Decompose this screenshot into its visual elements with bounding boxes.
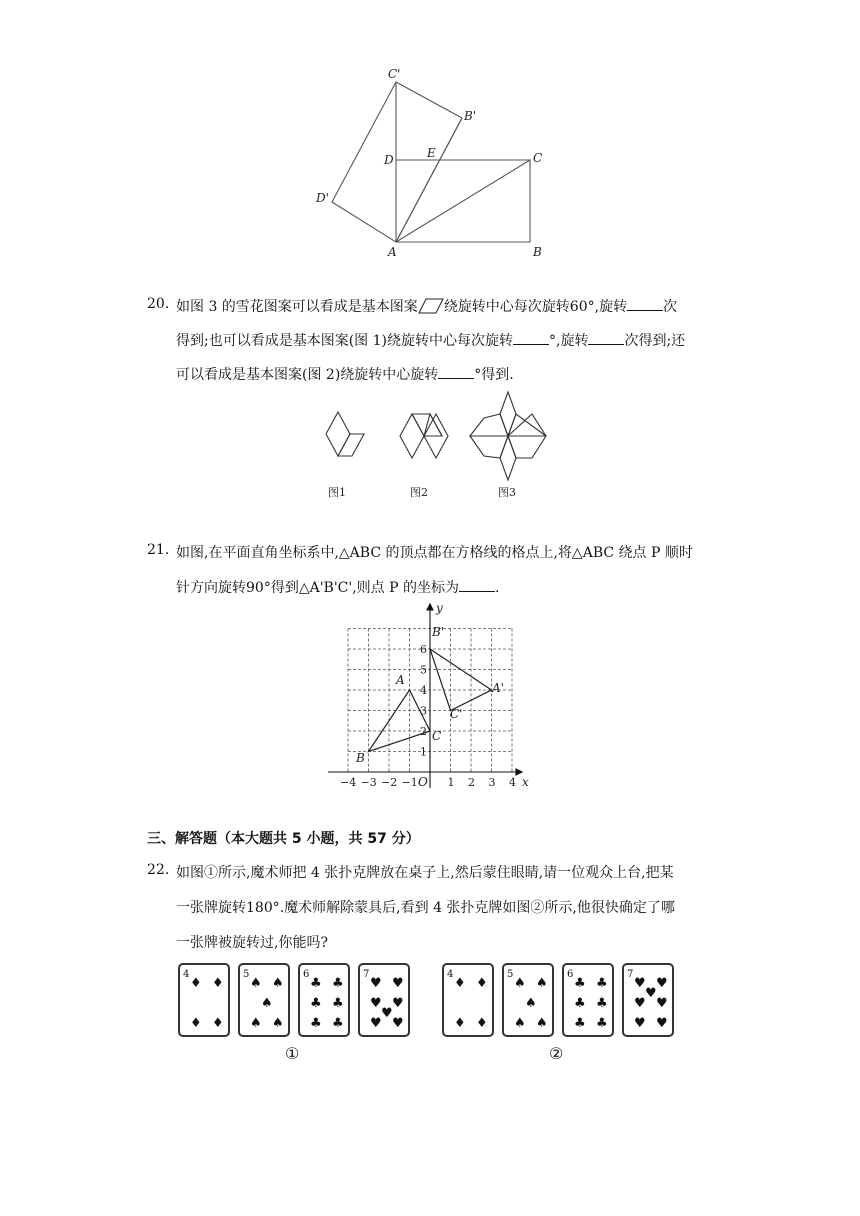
y-tick-label: 1 (420, 745, 427, 759)
heart-icon: ♥ (392, 1016, 404, 1031)
y-tick-label: 2 (420, 725, 427, 738)
club-icon: ♣ (574, 1016, 586, 1031)
heart-icon: ♥ (656, 1016, 668, 1031)
q21-blank (459, 577, 495, 592)
club-icon: ♣ (332, 996, 344, 1011)
spade-icon: ♠ (261, 996, 273, 1011)
heart-icon: ♥ (645, 986, 657, 1001)
label-c-prime: C' (388, 67, 401, 81)
point-c-label: C (432, 729, 442, 743)
y-tick-label: 4 (420, 684, 427, 697)
rectangle-rotation-figure (300, 60, 560, 260)
q20-line-1: 如图 3 的雪花图案可以看成是基本图案 绕旋转中心每次旋转60°,旋转 次 (176, 296, 677, 316)
fig1-label: 图1 (328, 486, 346, 499)
diamond-icon: ♦ (476, 1016, 488, 1031)
spade-icon: ♠ (536, 1016, 548, 1031)
card-5-spades-group1: 5 ♠ ♠ ♠ ♠ ♠ (238, 963, 290, 1037)
x-tick-label: 1 (447, 776, 455, 789)
spade-icon: ♠ (250, 1016, 262, 1031)
group2-label: ② (549, 1044, 564, 1063)
diamond-icon: ♦ (190, 976, 202, 991)
triangle-a1b1c1 (430, 649, 492, 711)
club-icon: ♣ (596, 996, 608, 1011)
q20-line-3: 可以看成是基本图案(图 2)绕旋转中心旋转 °得到. (176, 364, 514, 384)
q22-line-2: 一张牌旋转180°.魔术师解除蒙具后,看到 4 张扑克牌如图②所示,他很快确定了哪 (176, 900, 675, 916)
x-tick-label: −1 (401, 776, 418, 789)
diamond-icon: ♦ (454, 1016, 466, 1031)
q20-number: 20. (147, 296, 170, 312)
spade-icon: ♠ (272, 1016, 284, 1031)
club-icon: ♣ (310, 1016, 322, 1031)
diamond-icon: ♦ (454, 976, 466, 991)
heart-icon: ♥ (381, 1006, 393, 1021)
x-tick-label: −4 (340, 776, 357, 789)
heart-icon: ♥ (656, 996, 668, 1011)
heart-icon: ♥ (634, 1016, 646, 1031)
diamond-icon: ♦ (476, 976, 488, 991)
card-7-hearts-group1: 7 ♥ ♥ ♥ ♥ ♥ ♥ ♥ (358, 963, 410, 1037)
q20-line-2: 得到;也可以看成是基本图案(图 1)绕旋转中心每次旋转 °,旋转 次得到;还 (176, 330, 685, 350)
x-tick-label: 3 (488, 776, 496, 789)
club-icon: ♣ (332, 1016, 344, 1031)
heart-icon: ♥ (370, 976, 382, 991)
heart-icon: ♥ (370, 1016, 382, 1031)
heart-icon: ♥ (392, 976, 404, 991)
spade-icon: ♠ (514, 976, 526, 991)
card-7-hearts-group2: 7 ♥ ♥ ♥ ♥ ♥ ♥ ♥ (622, 963, 674, 1037)
card-6-clubs-group2: 6 ♣ ♣ ♣ ♣ ♣ ♣ (562, 963, 614, 1037)
club-icon: ♣ (332, 976, 344, 991)
heart-icon: ♥ (656, 976, 668, 991)
spade-icon: ♠ (536, 976, 548, 991)
heart-icon: ♥ (634, 976, 646, 991)
rhombus-icon (418, 298, 444, 314)
club-icon: ♣ (310, 996, 322, 1011)
x-tick-label: −3 (360, 776, 377, 789)
diamond-icon: ♦ (190, 1016, 202, 1031)
fig2-label: 图2 (410, 486, 428, 499)
fig3-label: 图3 (498, 486, 516, 499)
label-d-prime: D' (316, 191, 329, 205)
q20-blank-2 (513, 330, 549, 345)
section-heading: 三、解答题（本大题共 5 小题，共 57 分） (147, 831, 420, 847)
q21-line-1: 如图,在平面直角坐标系中,△ABC 的顶点都在方格线的格点上,将△ABC 绕点 P 顺时 (176, 545, 693, 561)
y-axis-arrow-icon (427, 604, 433, 610)
club-icon: ♣ (574, 976, 586, 991)
point-b-prime-label: B' (432, 625, 445, 639)
q22-line-1: 如图①所示,魔术师把 4 张扑克牌放在桌子上,然后蒙住眼睛,请一位观众上台,把某 (176, 865, 674, 881)
x-tick-label: 2 (468, 776, 475, 789)
label-b-prime: B' (464, 109, 477, 123)
club-icon: ♣ (596, 976, 608, 991)
diamond-icon: ♦ (212, 1016, 224, 1031)
card-5-spades-group2: 5 ♠ ♠ ♠ ♠ ♠ (502, 963, 554, 1037)
spade-icon: ♠ (272, 976, 284, 991)
q21-number: 21. (147, 542, 170, 558)
q20-blank-4 (438, 364, 474, 379)
x-tick-label: 4 (509, 776, 516, 789)
spade-icon: ♠ (250, 976, 262, 991)
x-tick-label: −2 (381, 776, 398, 789)
point-a-prime-label: A' (492, 681, 504, 695)
club-icon: ♣ (574, 996, 586, 1011)
card-6-clubs-group1: 6 ♣ ♣ ♣ ♣ ♣ ♣ (298, 963, 350, 1037)
q22-number: 22. (147, 862, 170, 878)
coordinate-grid-figure (326, 600, 536, 790)
label-a: A (388, 245, 397, 259)
point-c-prime-label: C' (450, 707, 463, 721)
card-4-diamonds-group2: 4 ♦ ♦ ♦ ♦ (442, 963, 494, 1037)
q21-line-2: 针方向旋转90°得到△A'B'C',则点 P 的坐标为 . (176, 577, 499, 597)
q20-blank-3 (588, 330, 624, 345)
label-e: E (427, 146, 436, 160)
triangle-abc (369, 690, 431, 752)
point-a-label: A (396, 673, 405, 687)
spade-icon: ♠ (514, 1016, 526, 1031)
club-icon: ♣ (310, 976, 322, 991)
origin-label: O (418, 775, 428, 789)
x-axis-label: x (522, 775, 529, 789)
label-c: C (533, 151, 543, 165)
heart-icon: ♥ (370, 996, 382, 1011)
y-axis-label: y (436, 601, 443, 615)
heart-icon: ♥ (634, 996, 646, 1011)
q20-blank-1 (627, 296, 663, 311)
y-tick-label: 3 (420, 704, 427, 718)
label-d: D (384, 153, 394, 167)
card-4-diamonds-group1: 4 ♦ ♦ ♦ ♦ (178, 963, 230, 1037)
y-tick-label: 5 (420, 663, 427, 677)
point-b-label: B (356, 751, 365, 765)
club-icon: ♣ (596, 1016, 608, 1031)
snowflake-figures (300, 388, 560, 504)
group1-label: ① (285, 1044, 300, 1063)
heart-icon: ♥ (392, 996, 404, 1011)
spade-icon: ♠ (525, 996, 537, 1011)
label-b: B (533, 245, 542, 259)
q22-line-3: 一张牌被旋转过,你能吗? (176, 935, 328, 951)
diamond-icon: ♦ (212, 976, 224, 991)
y-tick-label: 6 (420, 643, 427, 656)
